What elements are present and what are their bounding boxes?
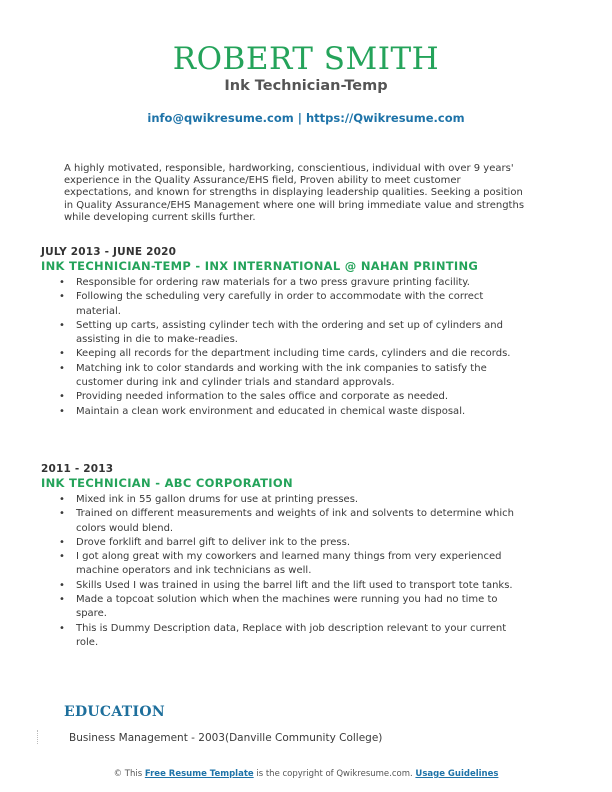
job-bullets bbox=[41, 493, 541, 650]
bullet-item: • I got along great with my coworkers and learned many things from very experienced machine operators and ink technicians as well. bbox=[59, 551, 502, 577]
candidate-role: Ink Technician-Temp bbox=[224, 78, 388, 94]
bullet-dot-icon: • bbox=[59, 508, 65, 520]
job-title: INK TECHNICIAN-TEMP - INX INTERNATIONAL @ NAHAN PRINTING bbox=[41, 259, 479, 273]
bullet-item: • Made a topcoat solution which when the machines were running you had no time to spare. bbox=[59, 594, 498, 620]
bullet-dot-icon: • bbox=[59, 319, 65, 331]
job-dates: 2011 - 2013 bbox=[41, 463, 114, 475]
bullet-dot-icon: • bbox=[59, 277, 65, 288]
bullet-dot-icon: • bbox=[59, 405, 65, 417]
bullet-dot-icon: • bbox=[59, 494, 65, 505]
candidate-name: ROBERT SMITH bbox=[172, 41, 440, 77]
bullet-item: • Responsible for ordering raw materials for a two press gravure printing facility. bbox=[41, 276, 524, 290]
bullet-dot-icon: • bbox=[59, 348, 65, 360]
bullet-dot-icon: • bbox=[59, 391, 65, 403]
bullet-dot-icon: • bbox=[59, 622, 65, 634]
bullet-item: • Maintain a clean work environment and educated in chemical waste disposal. bbox=[41, 405, 524, 419]
bullet-dot-icon: • bbox=[59, 536, 65, 548]
job-dates: JULY 2013 - JUNE 2020 bbox=[41, 246, 177, 258]
bullet-item: • Mixed ink in 55 gallon drums for use at printing presses. bbox=[41, 493, 524, 507]
job-title: INK TECHNICIAN - ABC CORPORATION bbox=[41, 476, 293, 490]
bullet-item: • Skills Used I was trained in using the barrel lift and the lift used to transport tote tanks. bbox=[41, 579, 524, 593]
contact-separator: | bbox=[297, 111, 302, 125]
bullet-item: • Keeping all records for the department including time cards, cylinders and die records. bbox=[41, 347, 524, 361]
experience-entry-2 bbox=[41, 462, 541, 650]
free-resume-template-link[interactable]: Free Resume Template bbox=[144, 769, 254, 779]
copyright-footer bbox=[0, 768, 612, 780]
bullet-item: • Matching ink to color standards and working with the ink companies to satisfy the customer during ink and cylinder trials and standard approvals. bbox=[59, 362, 487, 389]
education-entry: Business Management - 2003(Danville Community College) bbox=[69, 732, 383, 744]
bullet-dot-icon: • bbox=[59, 551, 65, 563]
bullet-dot-icon: • bbox=[59, 594, 65, 606]
summary-paragraph: A highly motivated, responsible, hardworking, conscientious, individual with over 9 years' experience in the Quality Assurance/EHS field, Proven ability to meet customer expectations, and known for strengths in displaying leadership qualities. Seeking a position in Quality Assurance/EHS Management where one will bring immediate value and strengths while developing current skills further. bbox=[64, 163, 525, 223]
experience-entry-1 bbox=[41, 245, 541, 419]
footer-middle: is the copyright of Qwikresume.com. bbox=[256, 769, 413, 779]
bullet-item: • Trained on different measurements and weights of ink and solvents to determine which colors would blend. bbox=[59, 508, 514, 534]
bullet-item: • This is Dummy Description data, Replace with job description relevant to your current role. bbox=[59, 622, 507, 648]
bullet-dot-icon: • bbox=[59, 362, 65, 374]
bullet-item: • Following the scheduling very carefully in order to accommodate with the correct material. bbox=[59, 291, 484, 317]
contact-line bbox=[0, 110, 612, 126]
job-bullets bbox=[41, 276, 541, 419]
bullet-item: • Drove forklift and barrel gift to deliver ink to the press. bbox=[41, 536, 524, 550]
bullet-dot-icon: • bbox=[59, 291, 65, 303]
usage-guidelines-link[interactable]: Usage Guidelines bbox=[415, 769, 499, 779]
education-divider bbox=[37, 730, 40, 744]
bullet-dot-icon: • bbox=[59, 579, 65, 591]
education-heading: EDUCATION bbox=[64, 704, 165, 720]
bullet-item: • Providing needed information to the sales office and corporate as needed. bbox=[41, 390, 524, 404]
footer-prefix: © This bbox=[113, 769, 143, 779]
bullet-item: • Setting up carts, assisting cylinder tech with the ordering and set up of cylinders and assisting in die to make-readies. bbox=[59, 319, 503, 346]
email-link[interactable]: info@qwikresume.com bbox=[147, 111, 294, 125]
website-link[interactable]: https://Qwikresume.com bbox=[305, 111, 465, 125]
